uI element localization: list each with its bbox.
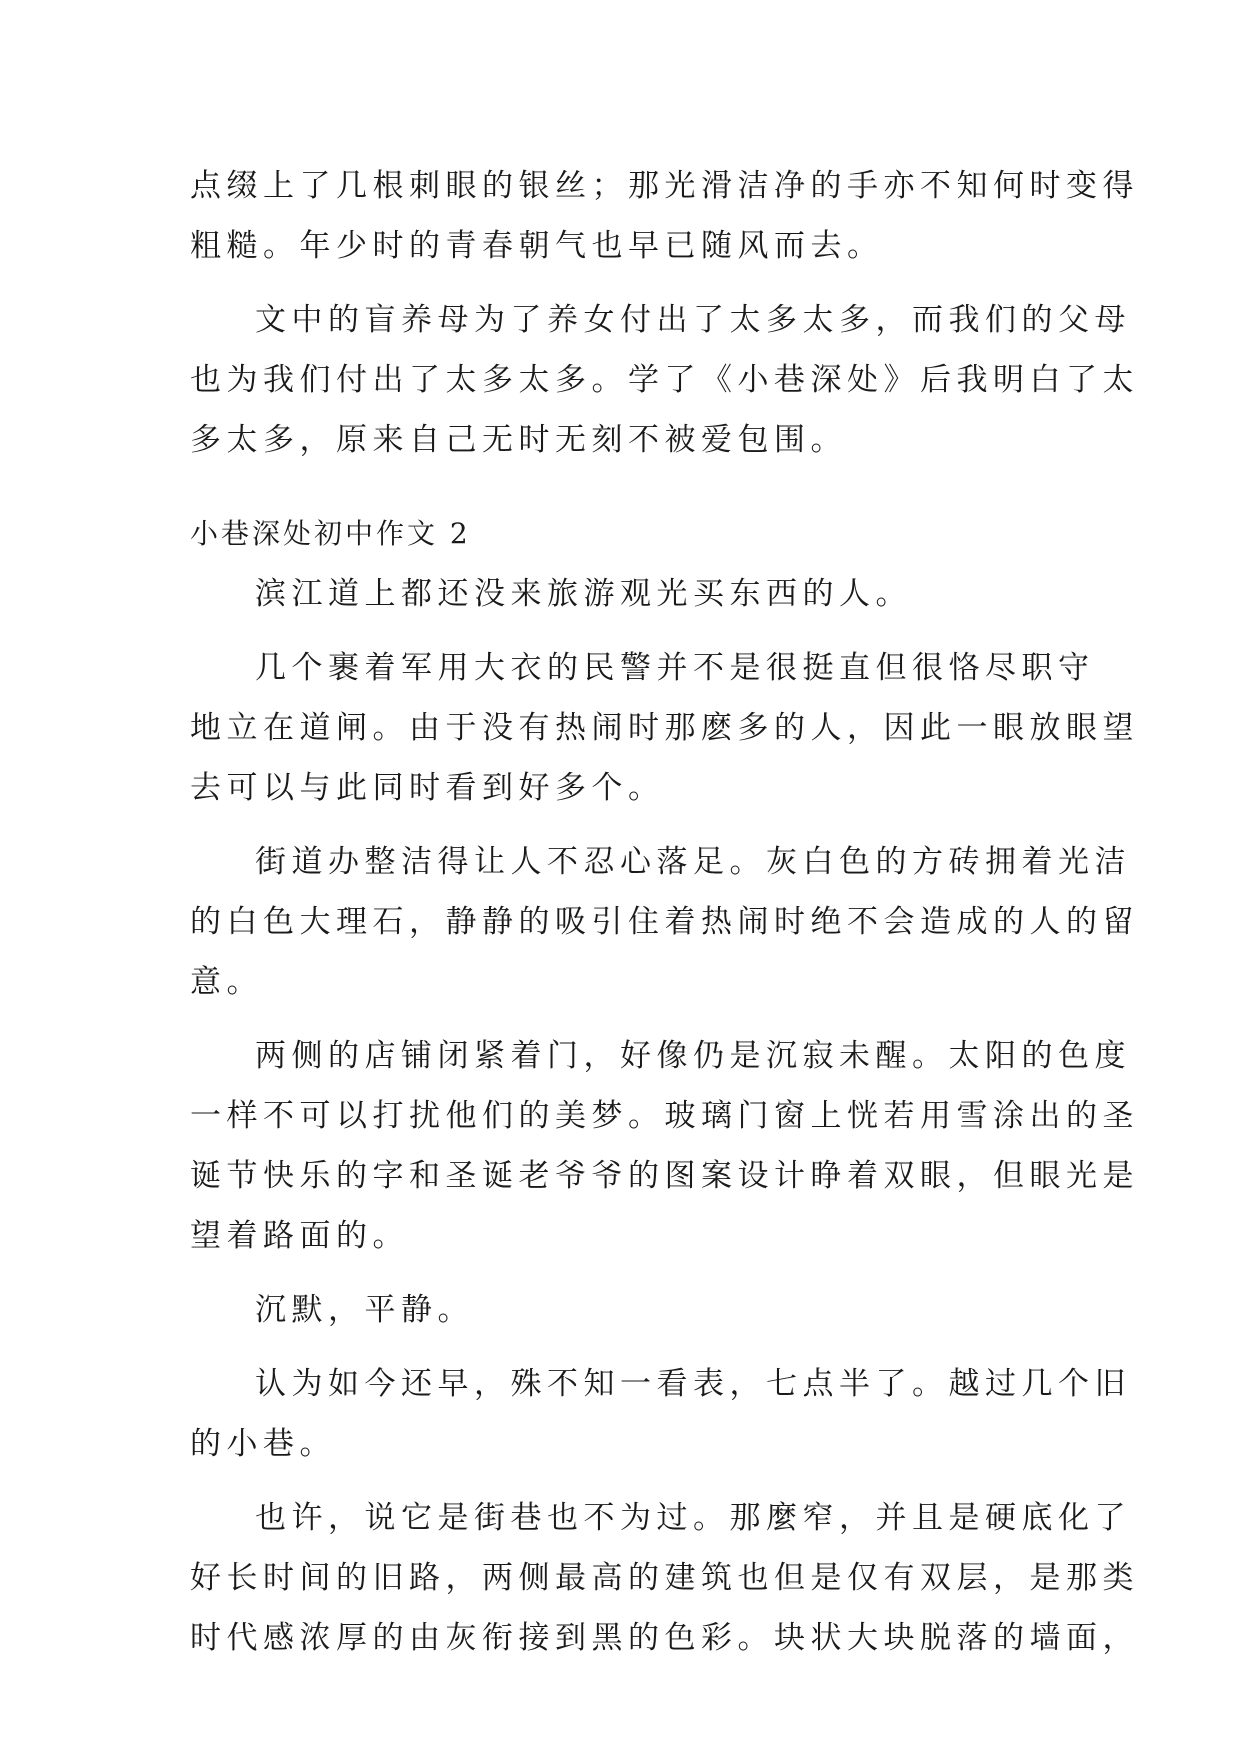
text-line: 也为我们付出了太多太多。学了《小巷深处》后我明白了太 — [190, 362, 1139, 398]
paragraph — [190, 832, 1139, 1012]
text-line: 沉默，平静。 — [255, 1292, 474, 1328]
text-line: 好长时间的旧路，两侧最高的建筑也但是仅有双层，是那类 — [190, 1560, 1139, 1596]
paragraph — [190, 1026, 1139, 1266]
text-line: 时代感浓厚的由灰衔接到黑的色彩。块状大块脱落的墙面， — [190, 1620, 1139, 1656]
paragraph — [190, 1354, 1131, 1474]
text-line: 两侧的店铺闭紧着门，好像仍是沉寂未醒。太阳的色度 — [255, 1038, 1131, 1074]
paragraph — [190, 1280, 1050, 1340]
text-line: 滨江道上都还没来旅游观光买东西的人。 — [255, 576, 912, 612]
document-page — [190, 156, 1139, 1668]
text-line: 望着路面的。 — [190, 1218, 409, 1254]
text-line: 文中的盲养母为了养女付出了太多太多，而我们的父母 — [255, 302, 1131, 338]
text-line: 去可以与此同时看到好多个。 — [190, 770, 665, 806]
text-line: 的白色大理石，静静的吸引住着热闹时绝不会造成的人的留 — [190, 904, 1139, 940]
text-line: 多太多，原来自己无时无刻不被爱包围。 — [190, 422, 847, 458]
text-line: 诞节快乐的字和圣诞老爷爷的图案设计睁着双眼，但眼光是 — [190, 1158, 1139, 1194]
paragraph — [190, 290, 1139, 470]
text-line: 一样不可以打扰他们的美梦。玻璃门窗上恍若用雪涂出的圣 — [190, 1098, 1139, 1134]
text-line: 街道办整洁得让人不忍心落足。灰白色的方砖拥着光洁 — [255, 844, 1131, 880]
paragraph — [190, 1488, 1139, 1668]
text-line: 粗糙。年少时的青春朝气也早已随风而去。 — [190, 228, 884, 264]
paragraph — [190, 638, 1139, 818]
text-line: 认为如今还早，殊不知一看表，七点半了。越过几个旧 — [255, 1366, 1131, 1402]
text-line: 的小巷。 — [190, 1426, 336, 1462]
paragraph — [190, 564, 1050, 624]
text-line: 地立在道闸。由于没有热闹时那麽多的人，因此一眼放眼望 — [190, 710, 1139, 746]
text-line: 意。 — [190, 964, 263, 1000]
text-line: 也许，说它是街巷也不为过。那麼窄，并且是硬底化了 — [255, 1500, 1131, 1536]
text-line: 几个裹着军用大衣的民警并不是很挺直但很恪尽职守 — [255, 650, 1095, 686]
paragraph — [190, 156, 1139, 276]
text-line: 点缀上了几根刺眼的银丝；那光滑洁净的手亦不知何时变得 — [190, 168, 1139, 204]
section-heading: 小巷深处初中作文 2 — [190, 517, 471, 550]
